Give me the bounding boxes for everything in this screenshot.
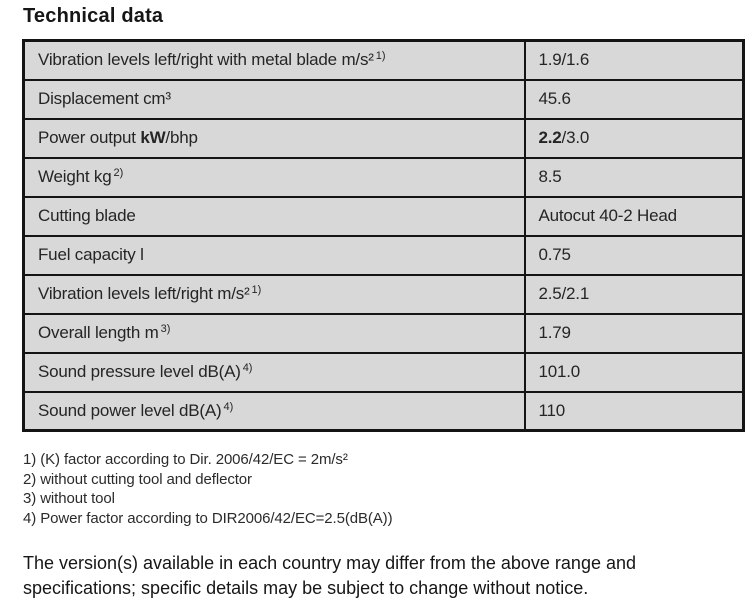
footnote-marker: 4) [242, 362, 253, 374]
spec-value-cell [525, 41, 744, 80]
spec-value: Autocut 40-2 Head [538, 206, 677, 225]
footnote-marker: 3) [160, 323, 171, 335]
spec-label: Power output [38, 128, 141, 147]
spec-value: 101.0 [538, 362, 581, 381]
table-row [24, 275, 744, 314]
spec-value-cell [525, 119, 744, 158]
spec-value-cell [525, 314, 744, 353]
spec-label-cell [24, 197, 525, 236]
spec-label-cell [24, 314, 525, 353]
technical-data-table [22, 39, 745, 432]
spec-label: Displacement cm³ [38, 89, 171, 108]
spec-value-cell [525, 236, 744, 275]
footnotes-block [23, 450, 753, 528]
table-row [24, 353, 744, 392]
spec-value: 2.5/2.1 [538, 284, 590, 303]
spec-value-bold: 2.2 [538, 128, 562, 147]
spec-label: Overall length m [38, 323, 159, 342]
spec-value: 110 [538, 400, 566, 420]
spec-label: Vibration levels left/right with metal blade m/s² [38, 50, 374, 70]
footnote-marker: 1) [251, 284, 262, 296]
spec-label-cell [24, 353, 525, 392]
footnote-line: 4) Power factor according to DIR2006/42/EC=2.5(dB(A)) [23, 509, 393, 527]
spec-label-post: /bhp [165, 128, 198, 147]
disclaimer-paragraph: The version(s) available in each country may differ from the above range and specifications; specific details may be subject to change without notice. [23, 553, 636, 598]
spec-label: Fuel capacity l [38, 245, 144, 264]
spec-value: 8.5 [538, 167, 562, 186]
spec-value-cell [525, 392, 744, 431]
footnote-line: 1) (K) factor according to Dir. 2006/42/EC = 2m/s² [23, 451, 348, 468]
spec-label-cell [24, 119, 525, 158]
spec-value-cell [525, 197, 744, 236]
spec-label-cell [24, 392, 525, 431]
footnote-marker: 1) [375, 50, 386, 63]
table-row [24, 197, 744, 236]
table-row [24, 80, 744, 119]
table-row [24, 314, 744, 353]
spec-value: 45.6 [538, 89, 571, 108]
table-row [24, 158, 744, 197]
spec-label-cell [24, 236, 525, 275]
spec-label: Sound pressure level dB(A) [38, 362, 241, 381]
spec-label-cell [24, 41, 525, 80]
spec-label: Weight kg [38, 167, 112, 186]
footnote-marker: 4) [223, 400, 234, 413]
spec-value-cell [525, 353, 744, 392]
spec-value-cell [525, 158, 744, 197]
footnote-line: 3) without tool [23, 490, 115, 507]
footnote-marker: 2) [113, 167, 124, 179]
table-row [24, 392, 744, 431]
spec-value-cell [525, 275, 744, 314]
table-row [24, 236, 744, 275]
spec-value: /3.0 [561, 128, 590, 147]
spec-label: Cutting blade [38, 206, 136, 225]
page-title: Technical data [23, 5, 164, 27]
table-row [24, 41, 744, 80]
spec-value-cell [525, 80, 744, 119]
spec-value: 1.79 [538, 323, 571, 342]
spec-label-cell [24, 158, 525, 197]
spec-label-cell [24, 80, 525, 119]
spec-label: Sound power level dB(A) [38, 400, 222, 420]
spec-value: 1.9/1.6 [538, 50, 590, 70]
table-row [24, 119, 744, 158]
spec-label-bold: kW [140, 128, 166, 147]
footnote-line: 2) without cutting tool and deflector [23, 470, 252, 488]
spec-label-cell [24, 275, 525, 314]
spec-value: 0.75 [538, 245, 571, 264]
spec-label: Vibration levels left/right m/s² [38, 284, 250, 303]
